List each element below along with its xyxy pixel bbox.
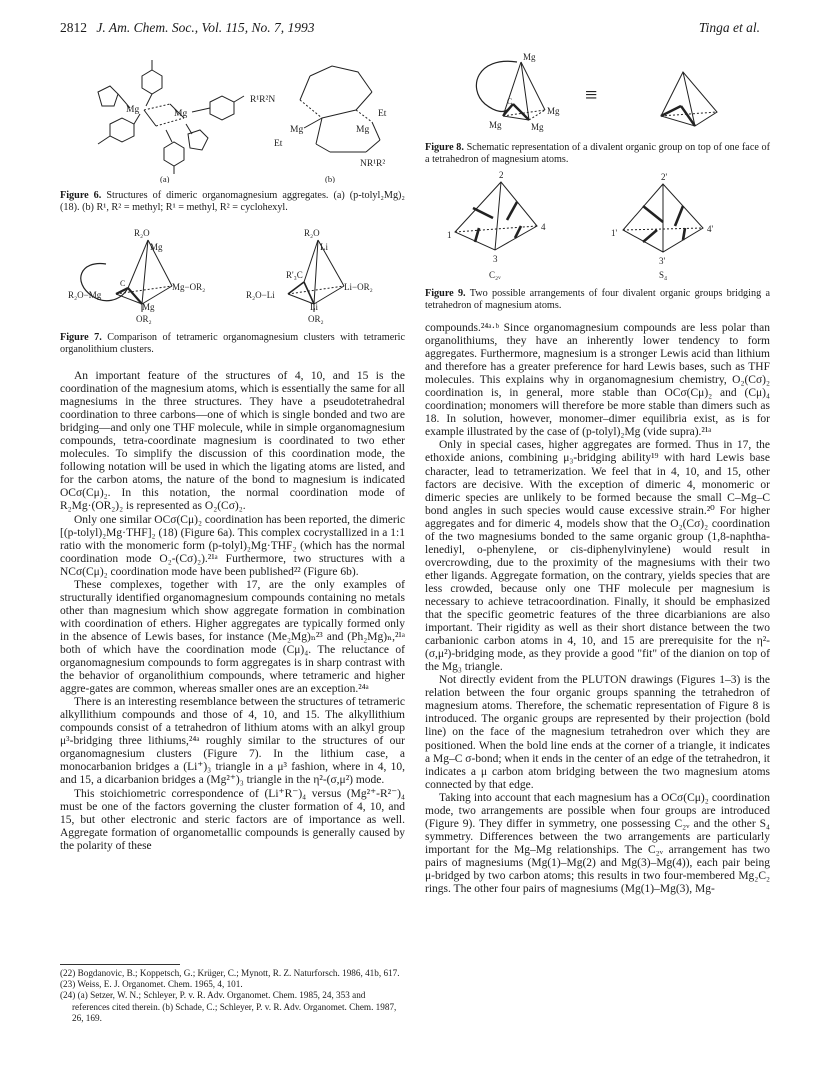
- fig9-c2v-label-3: 3: [493, 254, 498, 264]
- figure-7-caption: [60, 332, 405, 356]
- fig6a-mg-right: Mg: [174, 109, 188, 119]
- fig6b-et-right: Et: [378, 109, 387, 119]
- fig7-li-top: Li: [320, 242, 328, 252]
- footnote-rule: [60, 964, 180, 965]
- footnote: (23) Weiss, E. J. Organomet. Chem. 1965, 4, 101.: [60, 979, 243, 990]
- fig6b-nr1r2-label: NR¹R²: [360, 159, 386, 169]
- fig8-mg-left: Mg: [489, 120, 502, 130]
- fig7-mg-or2-right: Mg−OR₂: [172, 282, 206, 292]
- fig6-label-b: (b): [325, 174, 335, 183]
- fig7-r2o-mg-left: R₂O−Mg: [68, 290, 102, 300]
- page-number: 2812: [60, 20, 87, 35]
- figure-8-caption-text: Schematic representation of a divalent organic group on top of one face of a tetrahedron of magnesium atoms.: [425, 142, 770, 166]
- fig7-mg-or2-bottom: OR₂: [136, 314, 152, 324]
- figure-6-caption: [60, 190, 405, 214]
- fig7-mg-top: Mg: [150, 242, 163, 252]
- right-column-body: [425, 322, 770, 896]
- left-paragraph: There is an interesting resemblance between the structures of tetrameric alkyllithium compounds and those of 4, 10, and 15. The alkyllithium compounds consist of a tetrahedron of lithium atoms with an alkyl group μ³-bridging three lithiums,²⁴ᵃ roughly similar to the structures of our organomagnesium clusters (Figure 7). In the lithium case, a monocarbanion bridges a (Li⁺)₃ triangle in a μ³ fashion, where in 4, 10, and 15, a dicarbanion bridges a (Mg²⁺)₃ triangle in the η²-(σ,μ²) mode.: [60, 696, 405, 787]
- footnote: (24) (a) Setzer, W. N.; Schleyer, P. v. R. Adv. Organomet. Chem. 1985, 24, 353 and references cited therein. (b) Schade, C.; Schleyer, P. v. R. Adv. Organomet. Chem. 1987, 26, 169.: [60, 990, 397, 1023]
- figure-6-caption-text: Structures of dimeric organomagnesium aggregates. (a) (p-tolyl₂Mg)₂ (18). (b) R¹, R² = methyl; R¹ = methyl, R² = cyclohexyl.: [60, 190, 405, 214]
- fig9-c2v-symmetry: C₂ᵥ: [489, 270, 501, 280]
- figure-9-caption-text: Two possible arrangements of four divalent organic groups bridging a tetrahedron of magnesium atoms.: [425, 288, 770, 312]
- footnote: (22) Bogdanovic, B.; Koppetsch, G.; Krüger, C.; Mynott, R. Z. Naturforsch. 1986, 41b, 617.: [60, 968, 400, 978]
- fig7-mg-bottom: Mg: [142, 302, 155, 312]
- fig6b-mg-right: Mg: [356, 125, 370, 135]
- fig8-mg-bottom: Mg: [531, 122, 544, 132]
- figure-9-arrangements: [425, 170, 770, 282]
- figure-6-structures: [60, 48, 405, 183]
- figure-7-clusters: [60, 224, 405, 324]
- figure-9: [425, 170, 770, 282]
- figure-7: [60, 224, 405, 324]
- fig7-r3c: R'₃C: [286, 270, 303, 280]
- right-paragraph: Taking into account that each magnesium has a OCσ(Cμ)₂ coordination mode, two arrangements are possible when four groups are introduced (Figure 9). They differ in symmetry, one possessing C₂ᵥ and the other S₄ symmetry. Differences between the two arrangements are particularly important for the Mg–Mg relationships. The C₂ᵥ arrangement has two pairs of magnesiums (Mg(1)–Mg(2) and Mg(3)–Mg(4)), each pair being μ-bridged by two carbon atoms; this results in two four-membered Mg₂C₂ rings. The other four pairs of magnesiums (Mg(1)–Mg(3), Mg-: [425, 791, 770, 896]
- left-column-body: [60, 370, 405, 853]
- fig6-label-a: (a): [160, 174, 170, 183]
- figure-7-caption-label: Figure 7.: [60, 332, 102, 343]
- fig9-c2v-label-1: 1: [447, 230, 452, 240]
- left-paragraph: Only one similar OCσ(Cμ)₂ coordination has been reported, the dimeric [(p-tolyl)₂Mg·THF]₂ (18) (Figure 6a). This complex cocrystallized in a 1:1 ratio with the monomeric form (p-tolyl)₂Mg·THF₂ (which has the normal coordination mode O₂-(Cσ)₂).²¹ᵃ Furthermore, two structures with a NCσ(Cμ)₂ coordination mode have been published²² (Figure 6b).: [60, 513, 405, 578]
- fig9-c2v-label-4: 4: [541, 222, 546, 232]
- fig6a-mg-left: Mg: [126, 105, 140, 115]
- fig9-s4-label-1p: 1': [611, 228, 618, 238]
- fig6b-et-left: Et: [274, 139, 283, 149]
- fig7-r2o-li-left: R₂O−Li: [246, 290, 275, 300]
- fig7-c-atom: C: [120, 279, 126, 288]
- fig9-c2v-label-2: 2: [499, 170, 504, 180]
- figure-8-caption: [425, 142, 770, 166]
- header-authors: Tinga et al.: [698, 20, 760, 35]
- figure-6-caption-label: Figure 6.: [60, 190, 102, 201]
- left-paragraph: An important feature of the structures of 4, 10, and 15 is the coordination of the magnesium atoms, which is essentially the same for all magnesiums in the three structures. They have a pseudotetrahedral coordination to three carbons—one of which is single bonded and two are bridging—and only one THF molecule, while in simple organomagnesium compounds, tetra-coordinate magnesium is coordinated to two ether molecules. To simplify the discussion of this coordination mode, the following notation will be used in which the ligating atoms are listed, and for the carbon atoms, the nature of the bond to magnesium is indicated OCσ(Cμ)₂. In this notation, the normal coordination mode of R₂Mg·(OR₂)₂ is represented as O₂(Cσ)₂.: [60, 370, 405, 513]
- figure-6: [60, 48, 405, 183]
- running-header: [60, 20, 760, 40]
- fig8-c-atom: C: [507, 97, 513, 106]
- fig6b-mg-left: Mg: [290, 125, 304, 135]
- right-paragraph: Not directly evident from the PLUTON drawings (Figures 1–3) is the relation between the four organic groups spanning the tetrahedron of magnesium atoms. Therefore, the schematic representation of Figure 8 is introduced. The organic groups are represented by their projection (bold line) on the face of the magnesium tetrahedron over which they are positioned. When the bold line ends at the corner of a triangle, it indicates a Mg–C σ-bond; when it ends in the center of an edge of the tetrahedron, it indicates a μ carbon atom bridging between the two magnesium atoms connected by that edge.: [425, 674, 770, 791]
- fig7-li-or2-bottom: OR₂: [308, 314, 324, 324]
- left-paragraph: These complexes, together with 17, are the only examples of structurally identified organomagnesium compounds containing no metals other than magnesium which show aggregate formation in combination with coordination of ethers. Higher aggregates are typically formed only in the absence of Lewis bases, for instance (Me₂Mg)ₙ²³ and (Ph₂Mg)ₙ,²¹ᵃ both of which have the coordination mode (Cμ)₄. The reluctance of organomagnesium compounds to form aggregates is in sharp contrast with the behavior of organolithium compounds, where tetrameric and higher aggre-gates are common, whereas smaller ones are an exception.²⁴ᵃ: [60, 578, 405, 696]
- left-paragraph: This stoichiometric correspondence of (Li⁺R⁻)₄ versus (Mg²⁺-R²⁻)₄ must be one of the factors governing the cluster formation of 4, 10, and 15, but other electronic and steric factors are of importance as well. Aggregate formation of organometallic compounds is generally caused by the polarity of these: [60, 787, 405, 852]
- fig8-mg-right: Mg: [547, 106, 560, 116]
- header-left: [60, 20, 314, 36]
- footnotes: [60, 968, 405, 1024]
- figure-9-caption-label: Figure 9.: [425, 288, 466, 299]
- figure-8: [425, 48, 770, 134]
- journal-citation: J. Am. Chem. Soc., Vol. 115, No. 7, 1993: [96, 20, 315, 35]
- figure-7-caption-text: Comparison of tetrameric organomagnesium clusters with tetrameric organolithium clusters.: [60, 332, 405, 356]
- figure-9-caption: [425, 288, 770, 312]
- right-paragraph: Only in special cases, higher aggregates are formed. Thus in 17, the ethoxide anions, combining μ₃-bridging ability¹⁹ with hard Lewis base character, lead to tetramerization. We feel that in 4, 10, and 15, other factors are decisive. With the exception of dimeric 4, monomeric or dimeric species are unlikely to be formed because the small C–Mg–C bond angles in such species would cause excessive strain.²⁰ For higher aggregates and for dimeric 4, models show that the O₂(Cσ)₂ coordination of the two magnesiums bonded to the same organic group (1,8-naphtha-lenediyl, o-phenylene, or cis-diphenylvinylene) would result in overcrowding, due to the proximity of the magnesiums with their two ether ligands. Aggregate formation, on the contrary, yields species that are less crowded, because only one THF molecule per magnesium is necessary to achieve tetracoordination. Finally, it should be emphasized that the specific geometric features of the three dicarbianions are also important. Their rigidity as well as their short distance between the two carbanionic carbon atoms in 4, 10, and 15 are prerequisite for the η²-(σ,μ²)-bridging mode, as they provide a good "fit" of the dianion on top of the Mg₃ triangle.: [425, 439, 770, 674]
- fig7-li-r2o-top: R₂O: [304, 228, 320, 238]
- fig9-s4-symmetry: S₄: [659, 270, 668, 280]
- fig7-mg-r2o-top: R₂O: [134, 228, 150, 238]
- fig9-s4-label-3p: 3': [659, 256, 666, 266]
- fig7-li-bottom: Li: [310, 302, 318, 312]
- fig8-equivalence-sign: ≡: [585, 82, 598, 107]
- fig8-mg-top: Mg: [523, 52, 536, 62]
- fig9-s4-label-4p: 4': [707, 224, 714, 234]
- fig7-li-or2-right: Li−OR₂: [344, 282, 373, 292]
- fig9-s4-label-2p: 2': [661, 172, 668, 182]
- figure-8-caption-label: Figure 8.: [425, 142, 464, 153]
- figure-8-tetrahedron: [425, 48, 770, 134]
- fig6b-r1r2n-label: R¹R²N: [250, 95, 276, 105]
- right-paragraph: compounds.²⁴ᵃ·ᵇ Since organomagnesium compounds are less polar than organolithiums, they have an inherently lower tendency to form aggregates. Furthermore, magnesium is a stronger Lewis acid than lithium and therefore has a greater preference for hard Lewis bases, such as THF molecules. This explains why in organomagnesium chemistry, O₂(Cσ)₂ coordination is, in general, more stable than OCσ(Cμ)₂ and (Cμ)₄ coordination; monomers will therefore be more stable than dimers such as 18. In solution, however, monomer–dimer equilibria exist, as is for example illustrated by the case of (p-tolyl)₂Mg (vide supra).²¹ᵃ: [425, 322, 770, 439]
